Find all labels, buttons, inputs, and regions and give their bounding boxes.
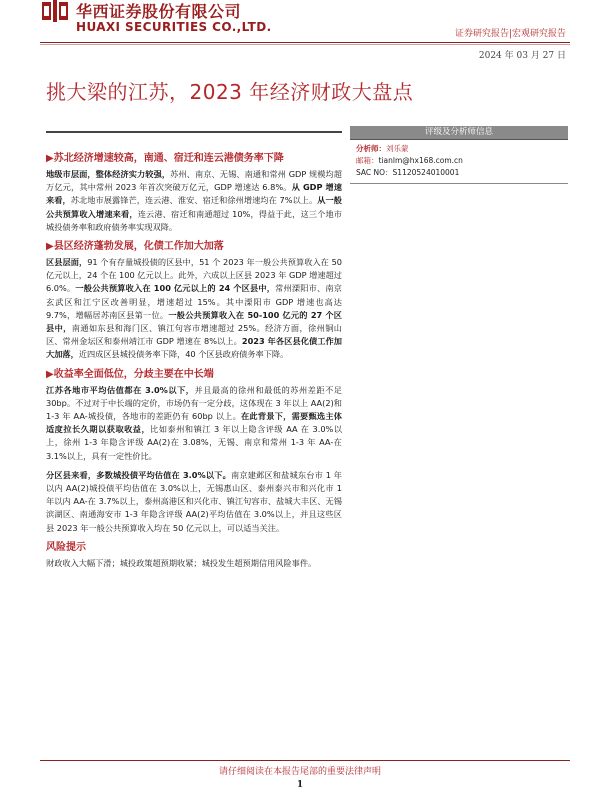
company-name-cn: 华西证券股份有限公司 — [76, 2, 242, 21]
footer-divider — [40, 760, 570, 761]
body-text: 苏州、南京、无锡、南通和常州 GDP 规模均超万亿元，其中常州 2023 年首次突破万亿元，GDP 增速达 6.8%。 — [46, 169, 342, 193]
body-text: 南京建邺区和盐城东台市 1 年以内 AA(2)城投债平均估值在 3.0%以上，无锡惠山区、泰州泰兴市和兴化市 1 年以内 AA-在 3.7%以上，泰州高港区和兴化市、镇江句容市、盐城大丰区、无锡滨湖区、南通海安市 1-3 年隐含评级 AA(2)平均估值在 3.0%以上，并且这些区县 2023 年一般公共预算收入均在 50 亿元以上，可以适当关注。 — [46, 469, 342, 533]
body-text: 91 个有存量城投债的区县中，51 个 2023 年一般公共预算收入在 50 亿元以上，24 个在 100 亿元以上。此外，六成以上区县 2023 年 GDP 增速超过 6.0%。 — [46, 257, 342, 294]
header-divider-secondary — [40, 44, 570, 45]
emphasis-text: 一般公共预算收入在 50-100 亿元的 27 个区县中， — [46, 309, 342, 334]
analyst-line — [356, 143, 568, 155]
section-heading: ▶苏北经济增速较高，南通、宿迁和连云港债务率下降 — [46, 153, 284, 164]
section-heading: ▶县区经济蓬勃发展，化债工作加大加落 — [46, 241, 224, 253]
section-paragraph — [46, 469, 342, 535]
analyst-info-panel — [350, 126, 568, 184]
email-line — [356, 155, 568, 167]
header-divider — [40, 42, 570, 43]
emphasis-text: 江苏各地市平均估值都在 3.0%以下， — [46, 384, 195, 395]
title-divider — [46, 131, 342, 133]
emphasis-text: 在此背景下，需要甄选主体适度拉长久期以获取收益， — [46, 411, 342, 435]
section-paragraph — [46, 168, 342, 234]
emphasis-text: 2023 年各区县化债工作加大加落， — [46, 336, 342, 360]
email-label: 邮箱： — [356, 156, 379, 165]
report-summary-body — [46, 152, 342, 576]
sac-label: SAC NO： — [356, 168, 393, 177]
report-title: 挑大梁的江苏，2023 年经济财政大盘点 — [46, 80, 414, 104]
emphasis-text: 一般公共预算收入在 100 亿元以上的 24 个区县中， — [75, 283, 276, 294]
body-text: 财政收入大幅下滑；城投政策超预期收紧；城投发生超预期信用风险事件。 — [46, 557, 317, 568]
section-paragraph — [46, 256, 342, 362]
analyst-info-heading: 评级及分析师信息 — [350, 126, 568, 140]
emphasis-text: 地级市层面，整体经济实力较强， — [46, 169, 171, 179]
emphasis-text: 分区县来看，多数城投债平均估值在 3.0%以下。 — [46, 469, 231, 480]
body-text: 南通如东县和海门区、镇江句容市增速超过 25%。经济方面，徐州铜山区、常州金坛区和泰州靖江市 GDP 增速在 8%以上。 — [46, 323, 342, 347]
analyst-label: 分析师： — [356, 144, 386, 153]
body-text: 近四成区县城投债务率下降，40 个区县政府债务率下降。 — [78, 349, 289, 360]
analyst-info-divider — [350, 183, 568, 184]
page-number: 1 — [296, 780, 304, 790]
emphasis-text: 从一般公共预算收入增速来看， — [46, 195, 342, 219]
body-text: 常州溧阳市、南京玄武区和江宁区改善明显，增速超过 15%。其中溧阳市 GDP 增速也高达 9.7%，增幅居苏南区县第一位。 — [46, 283, 342, 320]
body-text: 并且最高的徐州和最低的苏州差距不足 30bp。不过对于中长端的定价，市场仍有一定分歧，这体现在 3 年以上 AA(2)和 1-3 年 AA-城投债，各地市的差距仍有 60bp 以上。 — [46, 384, 342, 422]
legal-disclaimer-link[interactable]: 请仔细阅读在本报告尾部的重要法律声明 — [218, 767, 381, 777]
emphasis-text: 从 GDP 增速来看， — [46, 182, 342, 206]
report-date: 2024 年 03 月 27 日 — [478, 51, 566, 61]
sac-number: S1120524010001 — [392, 168, 460, 177]
section-heading: 风险提示 — [46, 541, 86, 553]
section-heading: ▶收益率全面低位，分歧主要在中长端 — [46, 368, 214, 380]
emphasis-text: 区县层面， — [46, 257, 88, 268]
company-name-en: HUAXI SECURITIES CO.,LTD. — [76, 20, 272, 34]
sac-line — [356, 167, 568, 179]
section-paragraph — [46, 384, 342, 463]
email-link[interactable]: tianlm@hx168.com.cn — [378, 156, 463, 165]
section-paragraph — [46, 557, 342, 570]
body-text: 苏北地市展露锋芒，连云港、淮安、宿迁和徐州增速均在 7%以上。 — [70, 195, 318, 206]
huaxi-logo-icon — [42, 0, 68, 22]
analyst-name: 刘乐蒙 — [386, 144, 409, 153]
report-category: 证券研究报告|宏观研究报告 — [454, 29, 566, 39]
body-text: 连云港、宿迁和南通超过 10%，得益于此，这三个地市城投债务率和政府债务率实现双降。 — [46, 208, 342, 232]
body-text: 比如泰州和镇江 3 年以上隐含评级 AA 在 3.0%以上，徐州 1-3 年隐含评级 AA(2)在 3.08%，无锡、南京和常州 1-3 年 AA-在 3.1%以上，具有一定性价比。 — [46, 424, 342, 461]
